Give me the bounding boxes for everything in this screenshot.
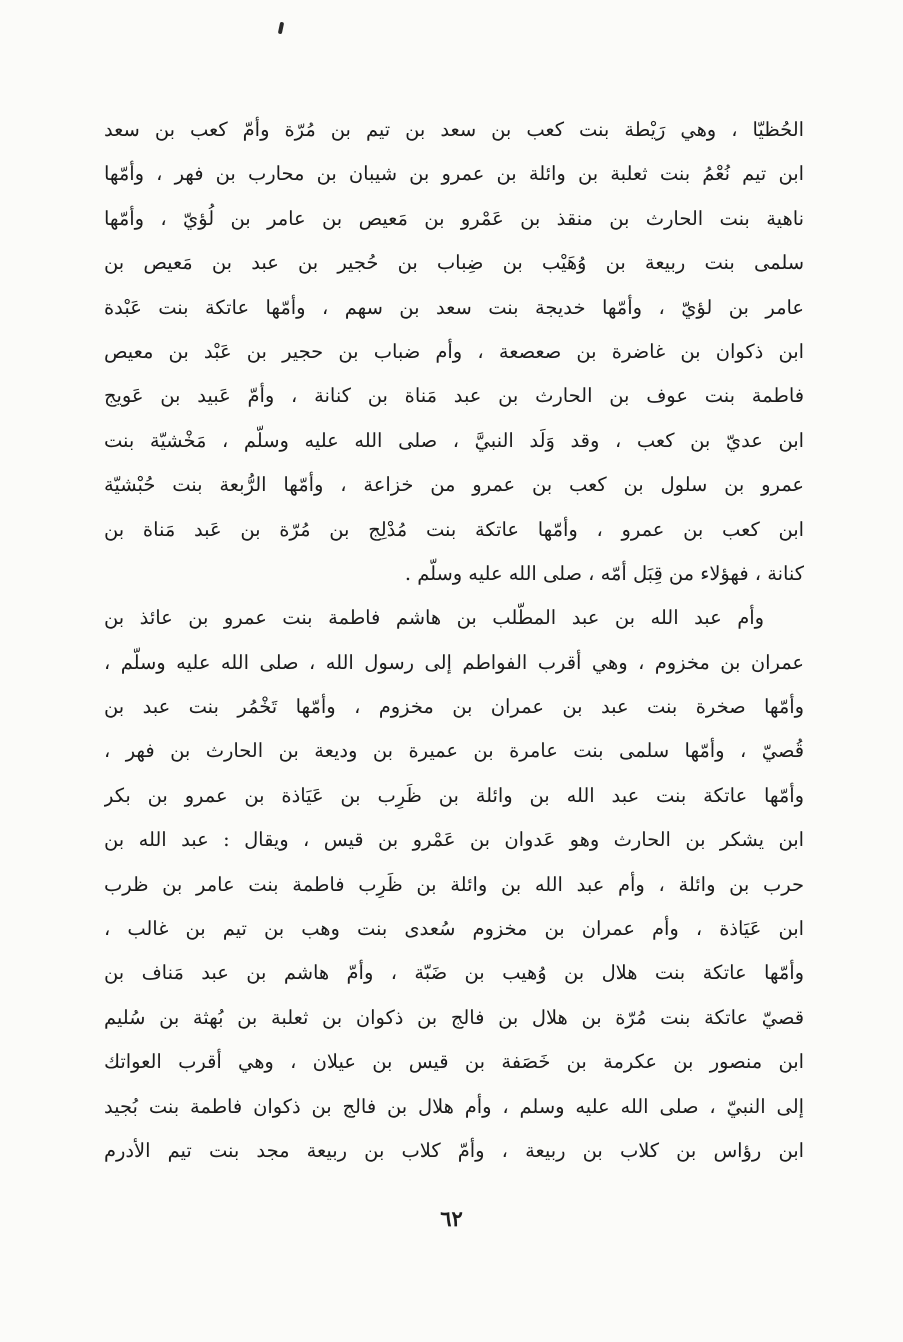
text-line: ابن ذكوان بن غاضرة بن صعصعة ، وأم ضباب بن حجير بن عَبْد بن معيص (104, 339, 804, 363)
text-line: ابن يشكر بن الحارث وهو عَدوان بن عَمْرو بن قيس ، ويقال : عبد الله بن (104, 828, 804, 852)
text-line: وأم عبد الله بن عبد المطّلب بن هاشم فاطمة بنت عمرو بن عائذ بن (104, 606, 764, 630)
text-line: إلى النبيّ ، صلى الله عليه وسلم ، وأم هلال بن فالج بن ذكوان فاطمة بنت بُجيد (104, 1094, 804, 1118)
text-line: ناهية بنت الحارث بن منقذ بن عَمْرو بن مَعيص بن عامر بن لُؤيّ ، وأمّها (104, 206, 804, 230)
page-number: ٦٢ (440, 1206, 463, 1231)
text-line: عمرو بن سلول بن كعب بن عمرو من خزاعة ، وأمّها الرُّبعة بنت حُبْشيّة (104, 473, 804, 497)
text-line: ابن رؤاس بن كلاب بن ربيعة ، وأمّ كلاب بن ربيعة مجد بنت تيم الأدرم (104, 1138, 804, 1162)
text-line: ابن عديّ بن كعب ، وقد وَلَد النبيَّ ، صلى الله عليه وسلّم ، مَخْشيّة بنت (104, 428, 804, 452)
text-line: وأمّها عاتكة بنت هلال بن وُهيب بن ضَبّة ، وأمّ هاشم بن عبد مَناف بن (104, 961, 804, 985)
text-line: قُصيّ ، وأمّها سلمى بنت عامرة بن عميرة بن وديعة بن الحارث بن فهر ، (104, 739, 804, 763)
text-line: ابن تيم نُعْمُ بنت ثعلبة بن وائلة بن عمرو بن شيبان بن محارب بن فهر ، وأمّها (104, 162, 804, 186)
text-line: وأمّها عاتكة بنت عبد الله بن وائلة بن ظَرِب بن عَيَاذة بن عمرو بن بكر (104, 783, 804, 807)
text-line: ابن منصور بن عكرمة بن خَصَفة بن قيس بن عيلان ، وهي أقرب العواتك (104, 1050, 804, 1074)
text-line: كنانة ، فهؤلاء من قِبَل أمّه ، صلى الله عليه وسلّم . (404, 561, 804, 585)
paragraph-1 (104, 108, 804, 596)
text-line: فاطمة بنت عوف بن الحارث بن عبد مَناة بن كنانة ، وأمّ عَبيد بن عَويج (104, 384, 804, 408)
text-line: وأمّها صخرة بنت عبد بن عمران بن مخزوم ، وأمّها تَخْمُر بنت عبد بن (104, 695, 804, 719)
text-line: قصيّ عاتكة بنت مُرّة بن هلال بن فالج بن ذكوان بن ثعلبة بن بُهثة بن سُليم (104, 1005, 804, 1029)
text-line: سلمى بنت ربيعة بن وُهَيْب بن ضِباب بن حُجير بن عبد بن مَعيص بن (104, 251, 804, 275)
paragraph-2 (104, 596, 804, 1173)
ink-speck (278, 22, 284, 35)
text-line: الحُظيّا ، وهي رَيْطة بنت كعب بن سعد بن تيم بن مُرّة وأمّ كعب بن سعد (104, 118, 804, 141)
body-text (104, 108, 804, 1173)
text-line: عامر بن لؤيّ ، وأمّها خديجة بنت سعد بن سهم ، وأمّها عاتكة بنت عَبْدة (104, 295, 804, 319)
text-line: حرب بن وائلة ، وأم عبد الله بن وائلة بن ظَرِب فاطمة بنت عامر بن ظرب (104, 872, 804, 896)
text-line: ابن عَيَاذة ، وأم عمران بن مخزوم سُعدى بنت وهب بن تيم بن غالب ، (104, 917, 804, 941)
text-line: عمران بن مخزوم ، وهي أقرب الفواطم إلى رسول الله ، صلى الله عليه وسلّم ، (104, 650, 804, 674)
text-line: ابن كعب بن عمرو ، وأمّها عاتكة بنت مُدْلِج بن مُرّة بن عَبد مَناة بن (104, 517, 804, 541)
